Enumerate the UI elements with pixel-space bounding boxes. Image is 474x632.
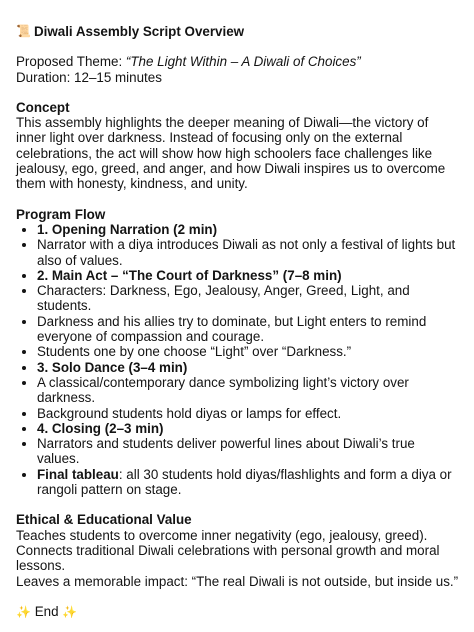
program-heading: Program Flow [16,206,106,222]
end-line [16,604,460,620]
program-item [37,360,460,375]
sparkles-icon: ✨ [62,604,78,619]
program-item-text: Darkness and his allies try to dominate, but Light enters to remind everyone of compassion and courage. [37,313,427,345]
duration-line: Duration: 12–15 minutes [16,69,162,85]
document-title [16,24,460,39]
program-item [37,314,460,345]
program-item [37,436,460,467]
title-text: Diwali Assembly Script Overview [33,24,245,39]
program-item-bold: 2. Main Act – “The Court of Darkness” (7–8 min) [37,267,342,283]
program-item [37,406,460,421]
program-item [37,237,460,268]
theme-label: Proposed Theme: [16,54,126,70]
program-item-text: Narrators and students deliver powerful lines about Diwali’s true values. [37,436,415,467]
program-item-text: Background students hold diyas or lamps for effect. [37,405,342,421]
program-item-bold: 1. Opening Narration (2 min) [37,221,218,237]
program-item-bold: 3. Solo Dance (3–4 min) [37,359,188,375]
value-line: Leaves a memorable impact: “The real Diwali is not outside, but inside us.” [16,573,459,589]
theme-value: “The Light Within – A Diwali of Choices” [125,54,361,70]
concept-body: This assembly highlights the deeper meaning of Diwali—the victory of inner light over darkness. Instead of focusing only on the external celebrations, the act will show how high schoolers face challenges like jealousy, ego, greed, and anger, and how Diwali inspires us to overcome them with honesty, kindness, and unity. [16,115,446,192]
concept-heading: Concept [16,99,70,115]
end-text: End [34,603,59,619]
sparkles-icon: ✨ [16,604,31,619]
program-item-text: Narrator with a diya introduces Diwali as not only a festival of lights but also of values. [37,237,456,268]
program-item [37,268,460,283]
scroll-icon: 📜 [16,24,31,38]
program-item [37,375,460,406]
program-item-text: Characters: Darkness, Ego, Jealousy, Anger, Greed, Light, and students. [37,283,410,314]
program-item-text: A classical/contemporary dance symbolizing light’s victory over darkness. [37,374,409,406]
program-item-text: : all 30 students hold diyas/flashlights and form a diya or rangoli pattern on stage. [37,466,452,498]
value-line: Connects traditional Diwali celebrations with personal growth and moral lessons. [16,542,440,574]
program-item [37,283,460,314]
program-item [37,222,460,237]
value-line: Teaches students to overcome inner negativity (ego, jealousy, greed). [16,527,428,543]
program-item-bold: Final tableau [37,466,119,482]
program-item-text: Students one by one choose “Light” over “Darkness.” [37,344,352,360]
program-list [16,222,460,497]
value-heading: Ethical & Educational Value [16,512,192,528]
program-item [37,421,460,436]
theme-line [16,54,460,69]
program-item-bold: 4. Closing (2–3 min) [37,420,164,436]
program-item [37,467,460,498]
program-item [37,344,460,359]
